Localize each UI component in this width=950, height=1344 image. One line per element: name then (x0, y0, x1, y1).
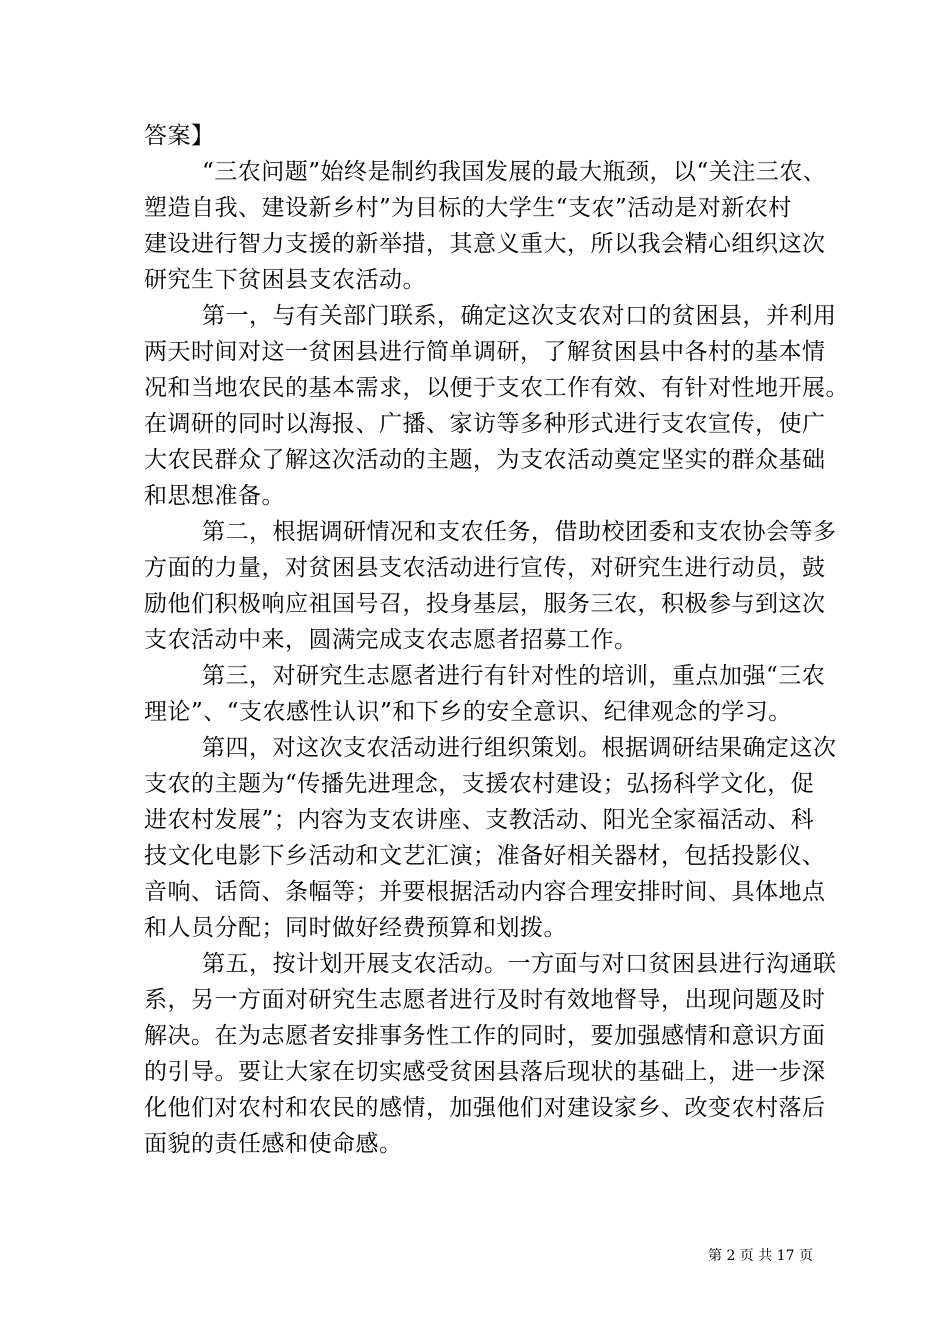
paragraph-intro-line: 建设进行智力支援的新举措，其意义重大，所以我会精心组织这次 (144, 231, 826, 257)
paragraph-first-line: 第一，与有关部门联系，确定这次支农对口的贫困县，并利用 (202, 303, 837, 329)
paragraph-fourth-line: 第四，对这次支农活动进行组织策划。根据调研结果确定这次 (202, 735, 837, 761)
paragraph-fourth-line: 技文化电影下乡活动和文艺汇演；准备好相关器材，包括投影仪、 (144, 843, 826, 869)
paragraph-first-line: 两天时间对这一贫困县进行简单调研，了解贫困县中各村的基本情 (144, 339, 826, 365)
paragraph-second-line: 励他们积极响应祖国号召，投身基层，服务三农，积极参与到这次 (144, 591, 826, 617)
paragraph-fifth-line: 第五，按计划开展支农活动。一方面与对口贫困县进行沟通联 (202, 951, 837, 977)
paragraph-intro-line: 塑造自我、建设新乡村”为目标的大学生“支农”活动是对新农村 (144, 195, 792, 221)
paragraph-fourth-line: 音响、话筒、条幅等；并要根据活动内容合理安排时间、具体地点 (144, 879, 826, 905)
paragraph-third-line: 第三，对研究生志愿者进行有针对性的培训，重点加强“三农 (202, 663, 826, 689)
document-body (144, 118, 849, 1162)
paragraph-second-line: 支农活动中来，圆满完成支农志愿者招募工作。 (144, 627, 638, 653)
page-number-footer: 第 2 页 共 17 页 (708, 1248, 813, 1264)
paragraph-intro-line: 研究生下贫困县支农活动。 (144, 267, 426, 293)
paragraph-fourth-line: 和人员分配；同时做好经费预算和划拨。 (144, 915, 567, 941)
paragraph-second-line: 第二，根据调研情况和支农任务，借助校团委和支农协会等多 (202, 519, 837, 545)
paragraph-fifth-line: 解决。在为志愿者安排事务性工作的同时，要加强感情和意识方面 (144, 1023, 826, 1049)
paragraph-second-line: 方面的力量，对贫困县支农活动进行宣传，对研究生进行动员，鼓 (144, 555, 826, 581)
paragraph-intro-line: “三农问题”始终是制约我国发展的最大瓶颈，以“关注三农、 (202, 159, 827, 185)
paragraph-first-line: 和思想准备。 (144, 483, 285, 509)
paragraph-fourth-line: 进农村发展”；内容为支农讲座、支教活动、阳光全家福活动、科 (144, 807, 815, 833)
paragraph-first-line: 在调研的同时以海报、广播、家访等多种形式进行支农宣传，使广 (144, 411, 826, 437)
paragraph-first-line: 大农民群众了解这次活动的主题，为支农活动奠定坚实的群众基础 (144, 447, 826, 473)
paragraph-fifth-line: 的引导。要让大家在切实感受贫困县落后现状的基础上，进一步深 (144, 1059, 826, 1085)
paragraph-third-line: 理论”、“支农感性认识”和下乡的安全意识、纪律观念的学习。 (144, 699, 792, 725)
paragraph-first-line: 况和当地农民的基本需求，以便于支农工作有效、有针对性地开展。 (144, 375, 849, 401)
paragraph-fourth-line: 支农的主题为“传播先进理念，支援农村建设；弘扬科学文化，促 (144, 771, 815, 797)
answer-heading-fragment: 答案】 (144, 123, 215, 149)
paragraph-fifth-line: 系，另一方面对研究生志愿者进行及时有效地督导，出现问题及时 (144, 987, 826, 1013)
paragraph-fifth-line: 面貌的责任感和使命感。 (144, 1131, 403, 1157)
paragraph-fifth-line: 化他们对农村和农民的感情，加强他们对建设家乡、改变农村落后 (144, 1095, 826, 1121)
